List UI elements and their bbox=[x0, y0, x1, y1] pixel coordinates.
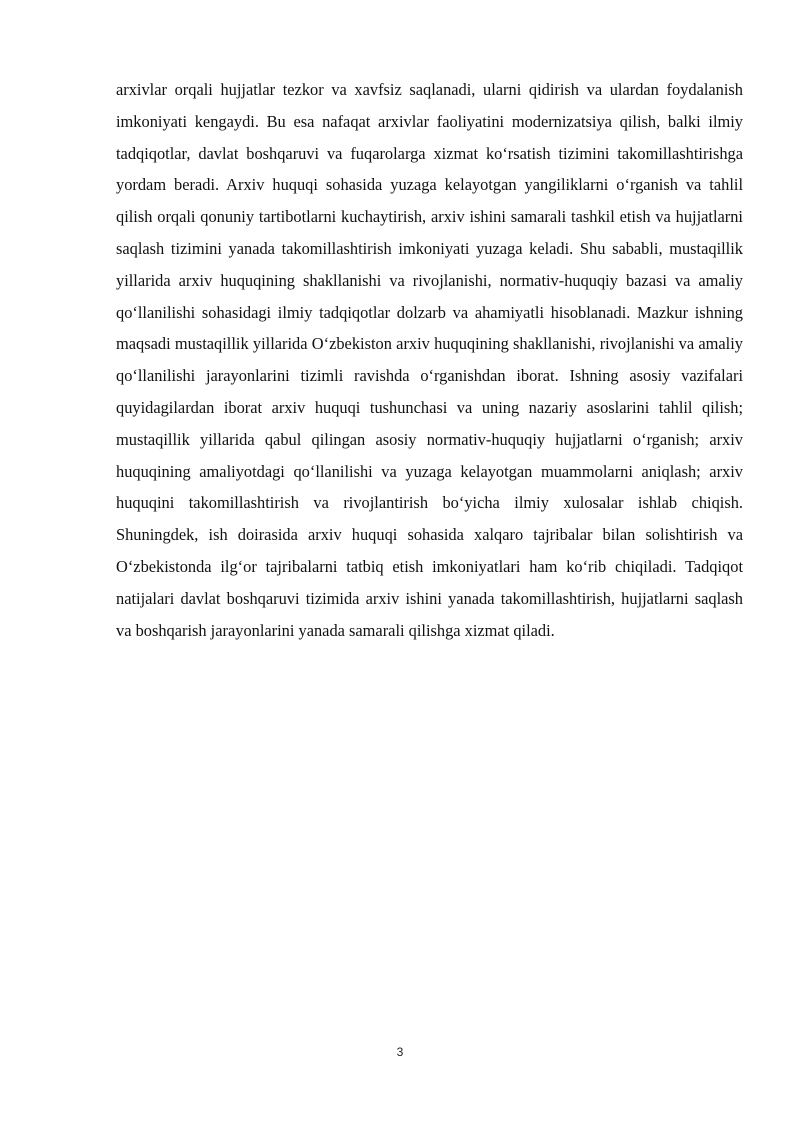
body-paragraph: arxivlar orqali hujjatlar tezkor va xavfsiz saqlanadi, ularni qidirish va ulardan foydalanish imkoniyati kengaydi. Bu esa nafaqat arxivlar faoliyatini modernizatsiya qilish, balki ilmiy tadqiqotlar, davlat boshqaruvi va fuqarolarga xizmat ko‘rsatish tizimini takomillashtirishga yordam beradi. Arxiv huquqi sohasida yuzaga kelayotgan yangiliklarni o‘rganish va tahlil qilish orqali qonuniy tartibotlarni kuchaytirish, arxiv ishini samarali tashkil etish va hujjatlarni saqlash tizimini yanada takomillashtirish imkoniyati yuzaga keladi. Shu sababli, mustaqillik yillarida arxiv huquqining shakllanishi va rivojlanishi, normativ-huquqiy bazasi va amaliy qo‘llanilishi sohasidagi ilmiy tadqiqotlar dolzarb va ahamiyatli hisoblanadi. Mazkur ishning maqsadi mustaqillik yillarida O‘zbekiston arxiv huquqining shakllanishi, rivojlanishi va amaliy qo‘llanilishi jarayonlarini tizimli ravishda o‘rganishdan iborat. Ishning asosiy vazifalari quyidagilardan iborat arxiv huquqi tushunchasi va uning nazariy asoslarini tahlil qilish; mustaqillik yillarida qabul qilingan asosiy normativ-huquqiy hujjatlarni o‘rganish; arxiv huquqining amaliyotdagi qo‘llanilishi va yuzaga kelayotgan muammolarni aniqlash; arxiv huquqini takomillashtirish va rivojlantirish bo‘yicha ilmiy xulosalar ishlab chiqish. Shuningdek, ish doirasida arxiv huquqi sohasida xalqaro tajribalar bilan solishtirish va O‘zbekistonda ilg‘or tajribalarni tatbiq etish imkoniyatlari ham ko‘rib chiqiladi. Tadqiqot natijalari davlat boshqaruvi tizimida arxiv ishini yanada takomillashtirish, hujjatlarni saqlash va boshqarish jarayonlarini yanada samarali qilishga xizmat qiladi. bbox=[116, 80, 743, 640]
page-number: 3 bbox=[396, 1045, 404, 1059]
